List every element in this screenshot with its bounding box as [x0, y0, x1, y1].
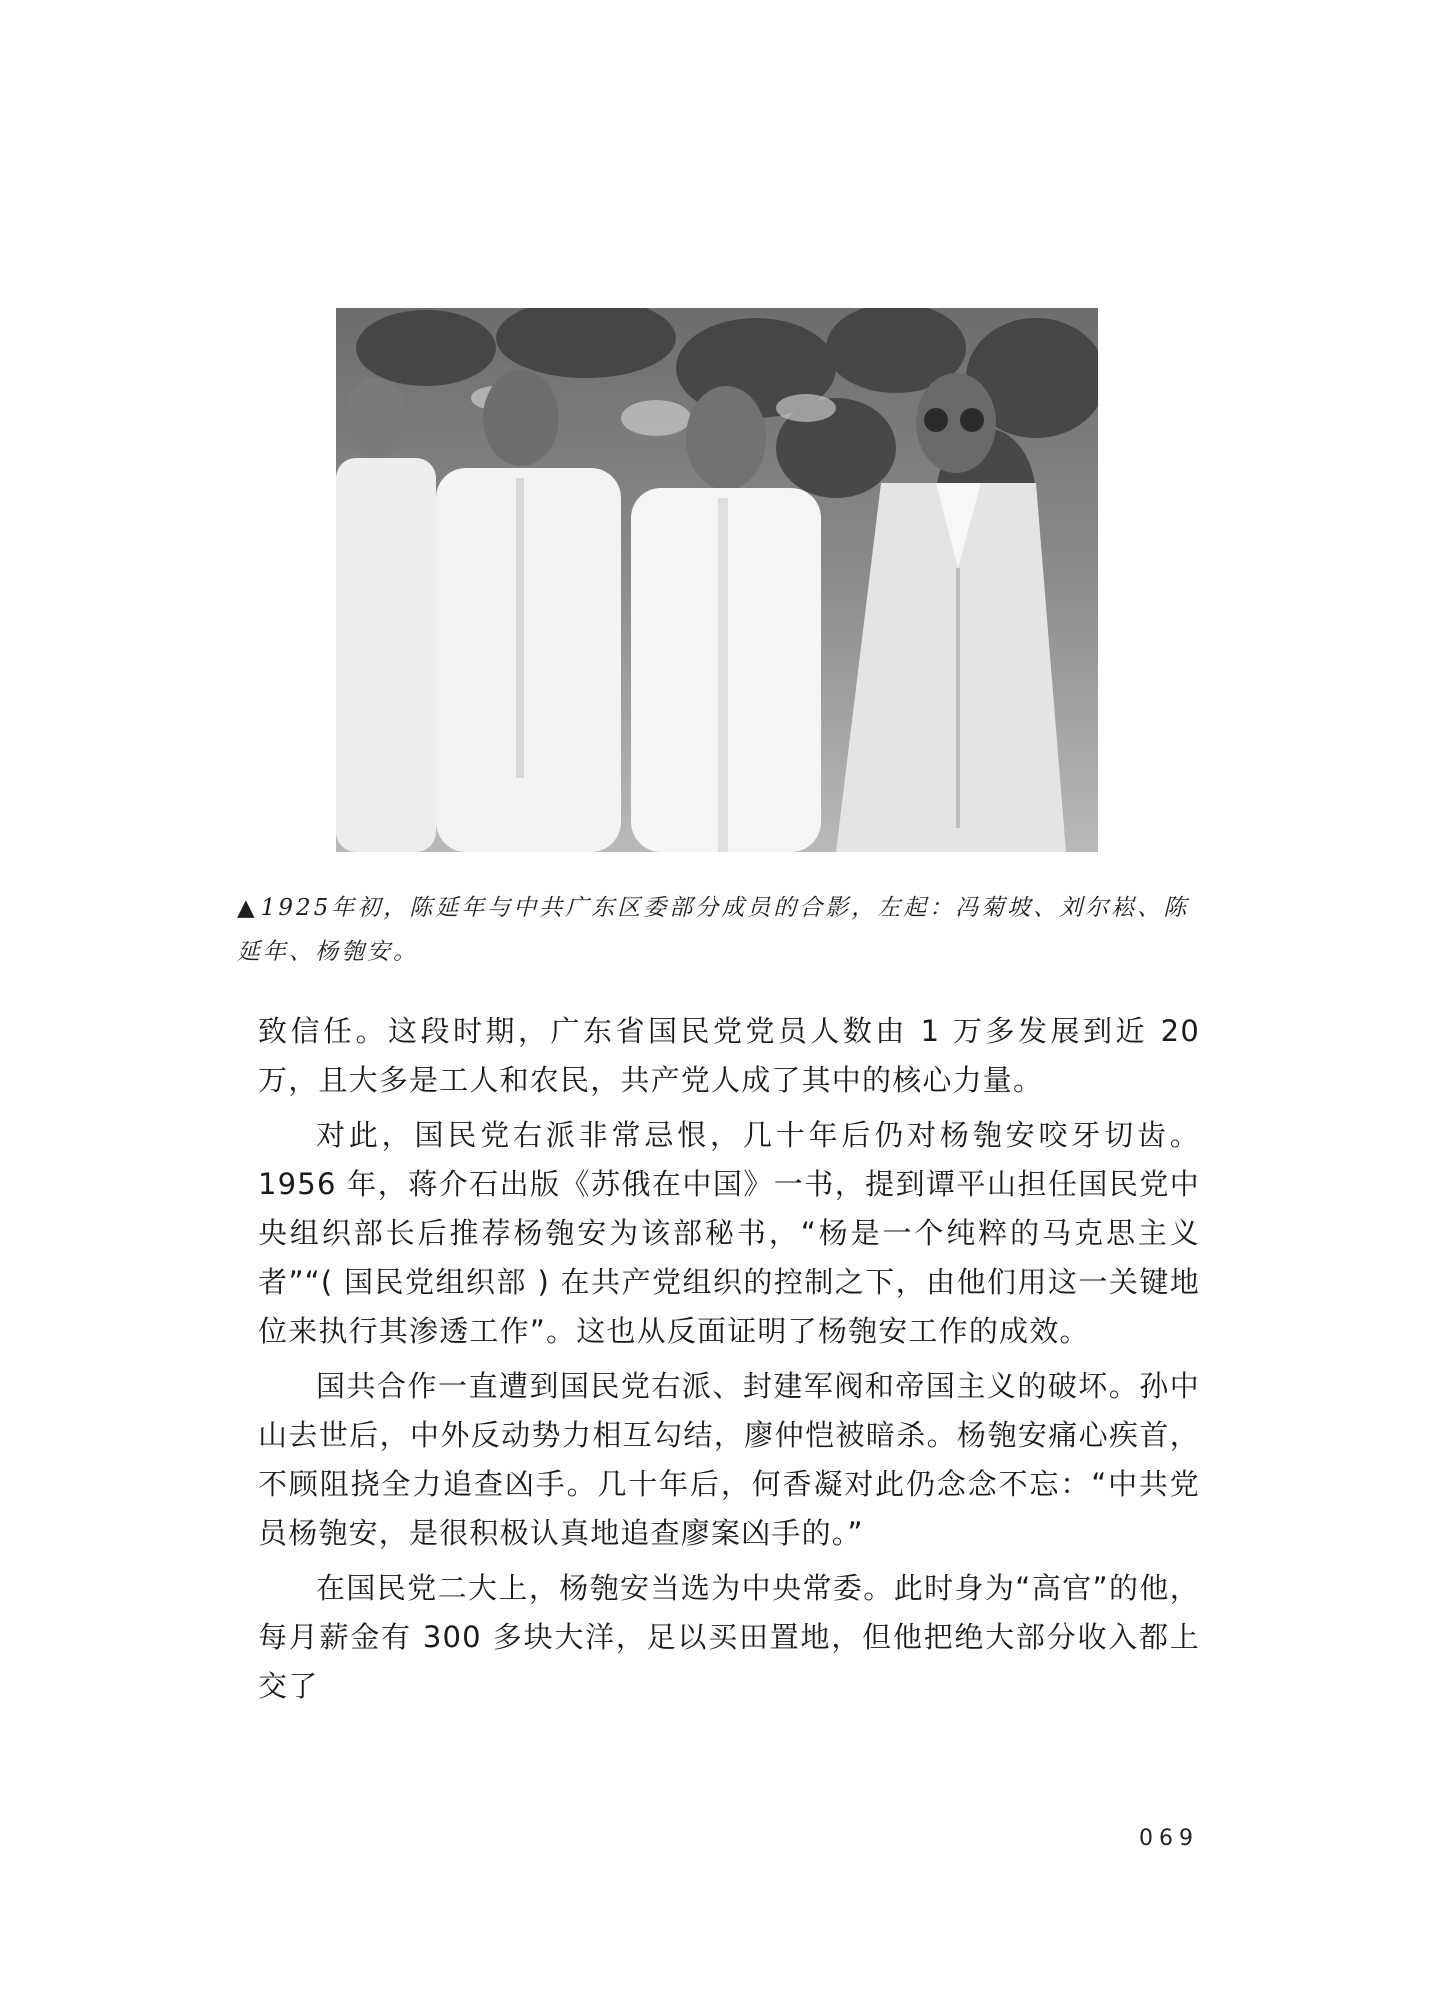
caption-text: 1925年初，陈延年与中共广东区委部分成员的合影，左起：冯菊坡、刘尔崧、陈延年、杨匏安。 — [237, 895, 1190, 965]
body-text — [258, 1007, 1200, 1717]
photo-illustration — [336, 308, 1098, 852]
caption-triangle-icon: ▲ — [237, 895, 255, 921]
paragraph: 致信任。这段时期，广东省国民党党员人数由 1 万多发展到近 20 万，且大多是工人和农民，共产党人成了其中的核心力量。 — [258, 1014, 1200, 1097]
page-number: 069 — [1139, 1826, 1199, 1851]
photo-caption — [237, 886, 1197, 974]
paragraph: 在国民党二大上，杨匏安当选为中央常委。此时身为“高官”的他，每月薪金有 300 多块大洋，足以买田置地，但他把绝大部分收入都上交了 — [258, 1571, 1200, 1703]
historical-group-photo — [336, 308, 1098, 852]
paragraph: 对此，国民党右派非常忌恨，几十年后仍对杨匏安咬牙切齿。1956 年，蒋介石出版《苏俄在中国》一书，提到谭平山担任国民党中央组织部长后推荐杨匏安为该部秘书，“杨是一个纯粹的马克思主义者”“( 国民党组织部 ) 在共产党组织的控制之下，由他们用这一关键地位来执行其渗透工作”。这也从反面证明了杨匏安工作的成效。 — [258, 1118, 1200, 1348]
paragraph: 国共合作一直遭到国民党右派、封建军阀和帝国主义的破坏。孙中山去世后，中外反动势力相互勾结，廖仲恺被暗杀。杨匏安痛心疾首，不顾阻挠全力追查凶手。几十年后，何香凝对此仍念念不忘：“中共党员杨匏安，是很积极认真地追查廖案凶手的。” — [258, 1369, 1200, 1550]
